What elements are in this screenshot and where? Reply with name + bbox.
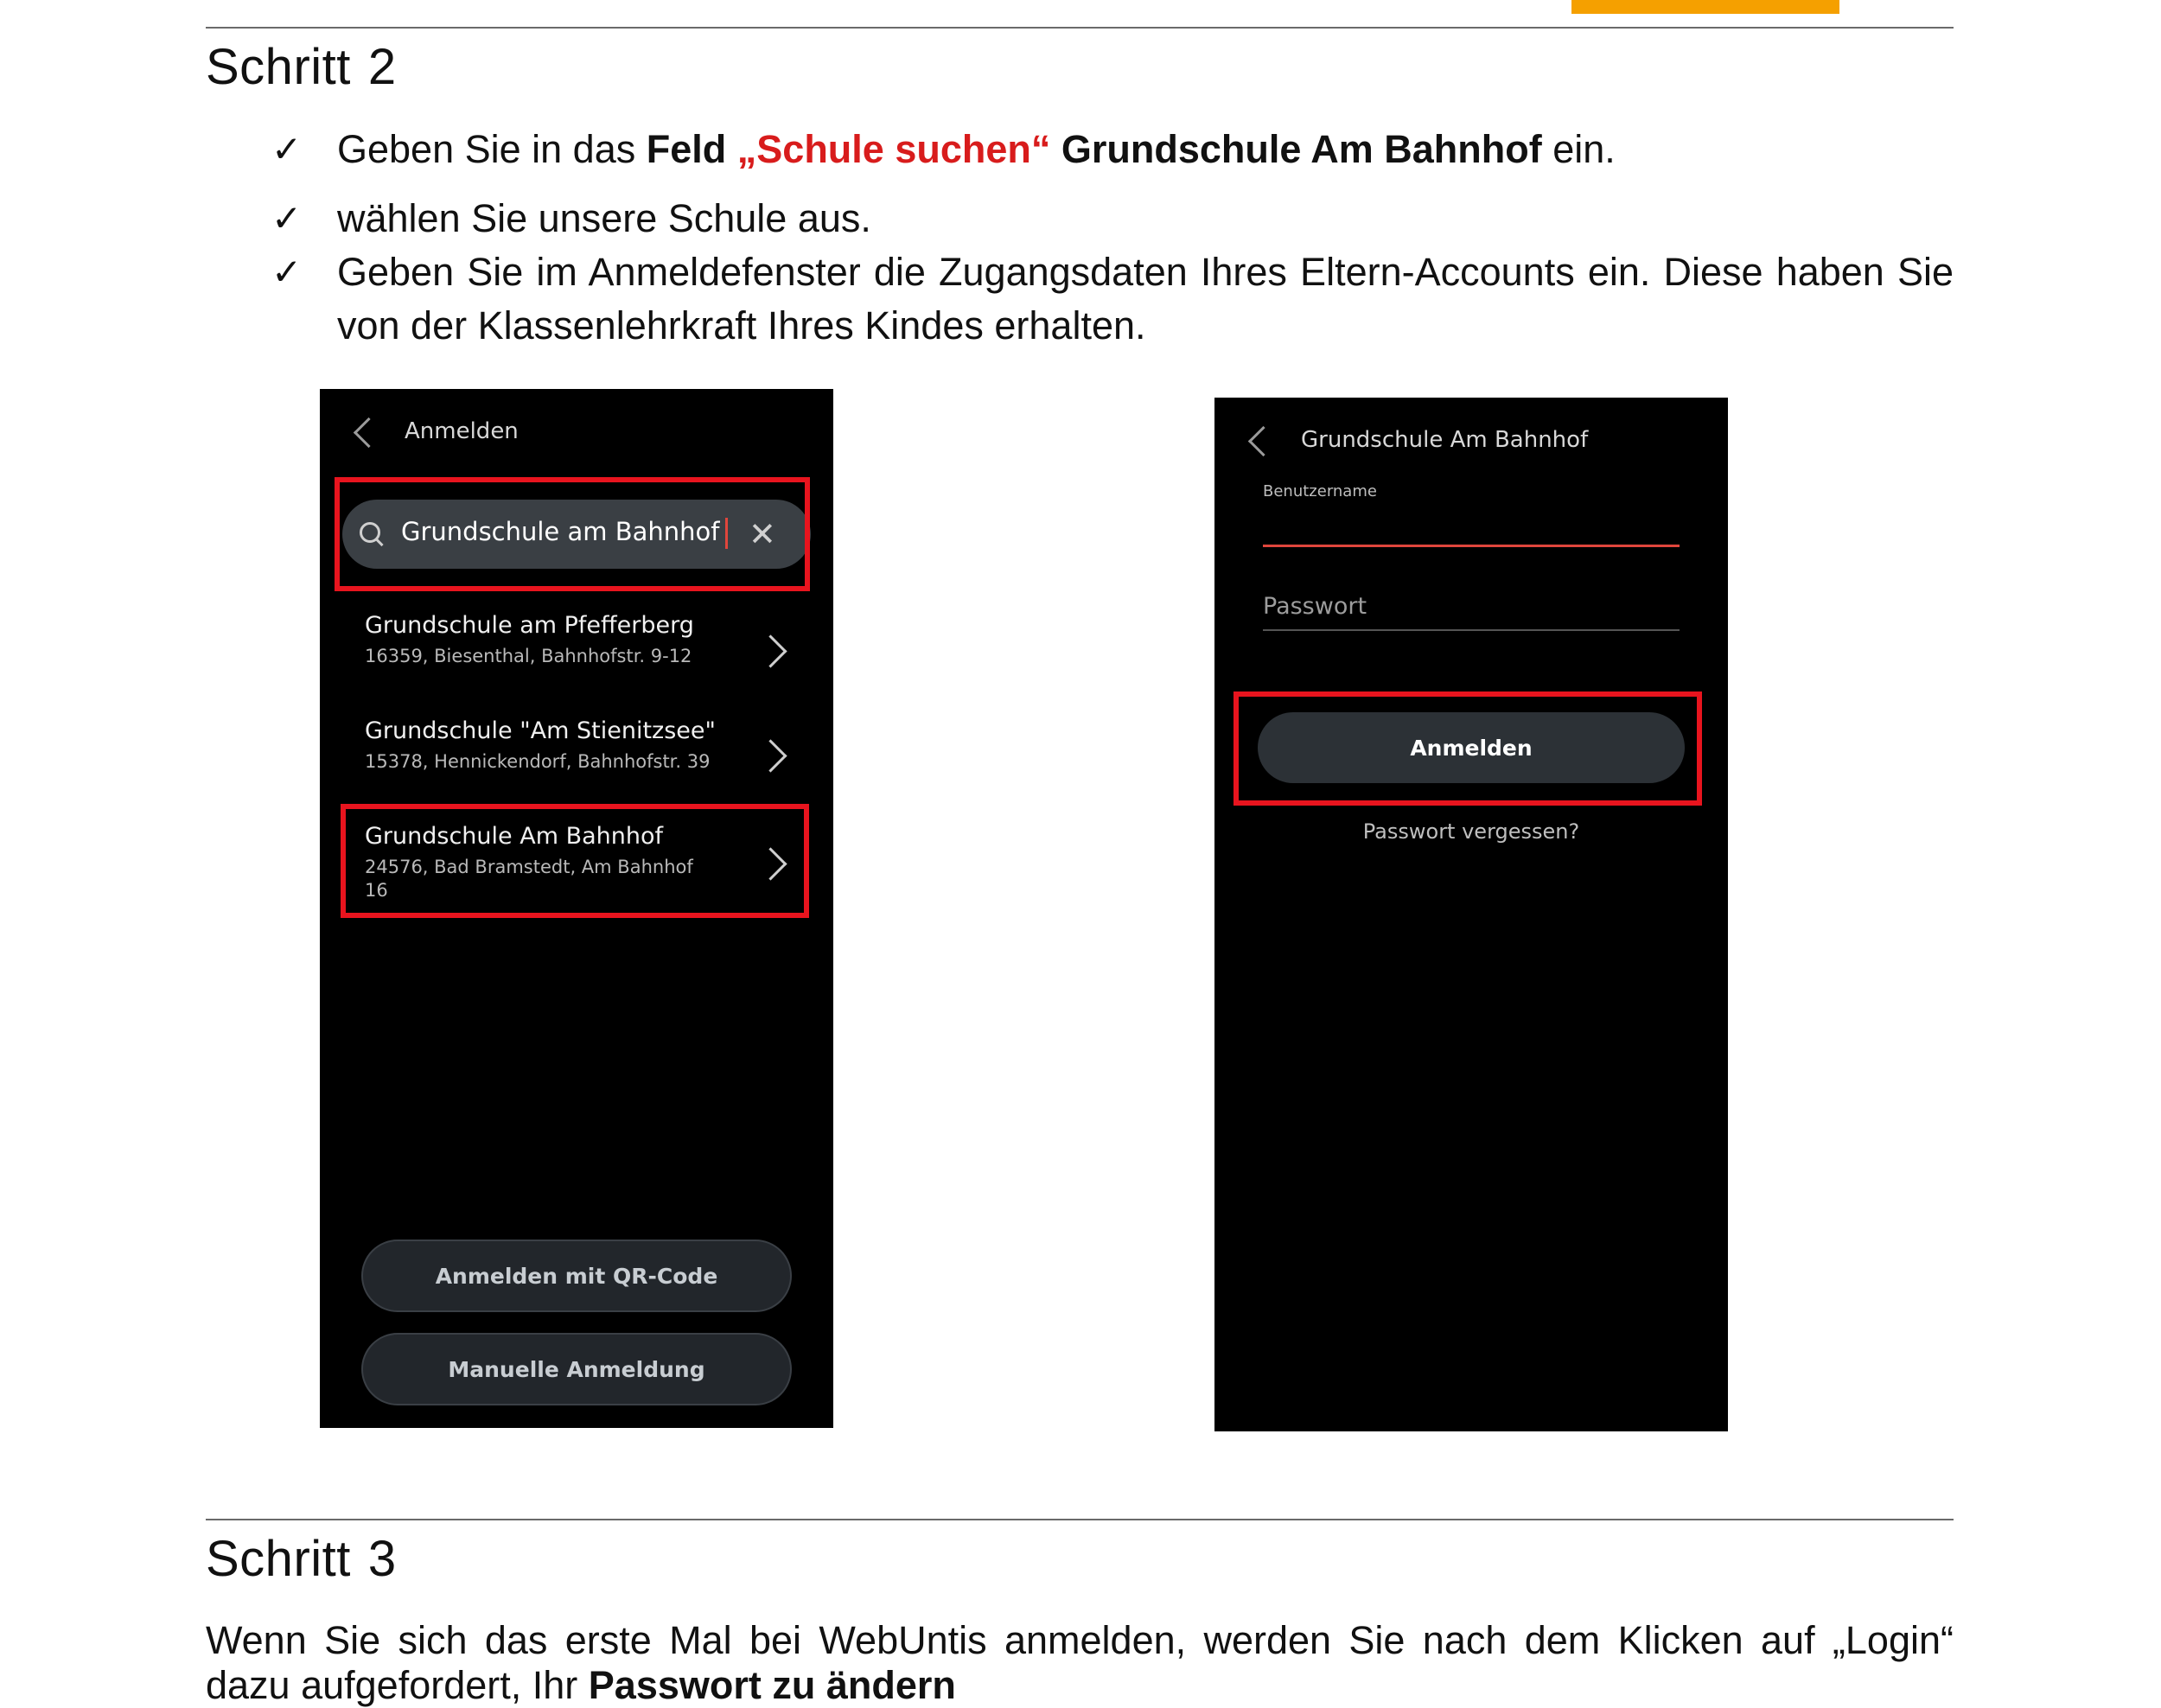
- checkmark-icon: ✓: [271, 251, 303, 293]
- search-highlight-box: [335, 477, 810, 591]
- username-underline-active: [1263, 545, 1680, 547]
- result-item-address: 16359, Biesenthal, Bahnhofstr. 9-12: [365, 646, 692, 666]
- top-divider: [206, 27, 1954, 29]
- bullet-2-text: wählen Sie unsere Schule aus.: [337, 196, 871, 240]
- back-chevron-icon[interactable]: [1248, 426, 1278, 456]
- screen-header-title: Grundschule Am Bahnhof: [1301, 427, 1589, 453]
- manual-login-button[interactable]: Manuelle Anmeldung: [361, 1333, 792, 1405]
- bullet-1-part-end: ein.: [1541, 127, 1616, 171]
- back-chevron-icon[interactable]: [354, 417, 384, 448]
- step3-paragraph-line-1: Wenn Sie sich das erste Mal bei WebUntis anmelden, werden Sie nach dem Klicken auf „Login“: [206, 1618, 1954, 1662]
- step2-heading-word: Schritt: [206, 39, 351, 95]
- result-item-address: 15378, Hennickendorf, Bahnhofstr. 39: [365, 751, 711, 772]
- chevron-right-icon: [754, 739, 787, 772]
- search-input-value: Grundschule am Bahnhof: [401, 517, 728, 549]
- bullet-1-space-2: [1050, 127, 1061, 171]
- bullet-3-text: Geben Sie im Anmeldefenster die Zugangsdaten Ihres Eltern-Accounts ein. Diese haben Sie von der Klassenlehrkraft Ihres Kindes erhalten.: [337, 250, 1954, 347]
- bullet-1-part-1: Geben Sie in das: [337, 127, 647, 171]
- bullet-1-school-name: Grundschule Am Bahnhof: [1061, 127, 1542, 171]
- result-item-address: 24576, Bad Bramstedt, Am Bahnhof 16: [365, 857, 693, 901]
- forgot-password-link[interactable]: Passwort vergessen?: [1362, 819, 1580, 844]
- result-item-title: Grundschule "Am Stienitzsee": [365, 717, 716, 744]
- step3-paragraph-line-2: [206, 1663, 956, 1708]
- step3-heading-word: Schritt: [206, 1531, 351, 1587]
- bullet-1-text: [337, 123, 1954, 176]
- checkmark-icon: ✓: [271, 128, 303, 170]
- chevron-right-icon: [754, 634, 787, 667]
- login-button[interactable]: Anmelden: [1258, 712, 1685, 783]
- login-highlight-box: [1233, 691, 1702, 806]
- qr-code-login-button[interactable]: Anmelden mit QR-Code: [361, 1240, 792, 1312]
- orange-header-tab: [1571, 0, 1839, 14]
- password-label: Passwort: [1263, 593, 1367, 620]
- step3-line-2-text: dazu aufgefordert, Ihr: [206, 1663, 589, 1707]
- step3-heading: [206, 1530, 397, 1588]
- checkmark-icon: ✓: [271, 197, 303, 239]
- bullet-1-field-word: Feld: [646, 127, 727, 171]
- username-label: Benutzername: [1263, 482, 1377, 500]
- password-underline: [1263, 629, 1680, 631]
- screen-header-title: Anmelden: [405, 418, 519, 444]
- bullet-1-search-field-name: „Schule suchen“: [736, 127, 1051, 171]
- school-search-screen: [320, 389, 833, 1428]
- step2-heading-number: 2: [367, 39, 397, 95]
- bullet-1-space-1: [726, 127, 737, 171]
- result-item-title: Grundschule am Pfefferberg: [365, 612, 694, 639]
- result-item-title: Grundschule Am Bahnhof: [365, 823, 664, 850]
- login-screen: [1214, 398, 1728, 1431]
- step3-password-change-emphasis: Passwort zu ändern: [588, 1663, 956, 1707]
- result-highlight-box: [341, 804, 809, 918]
- step3-heading-number: 3: [367, 1531, 397, 1587]
- clear-search-icon[interactable]: ✕: [749, 515, 776, 553]
- step3-divider: [206, 1519, 1954, 1520]
- step2-heading: [206, 38, 397, 96]
